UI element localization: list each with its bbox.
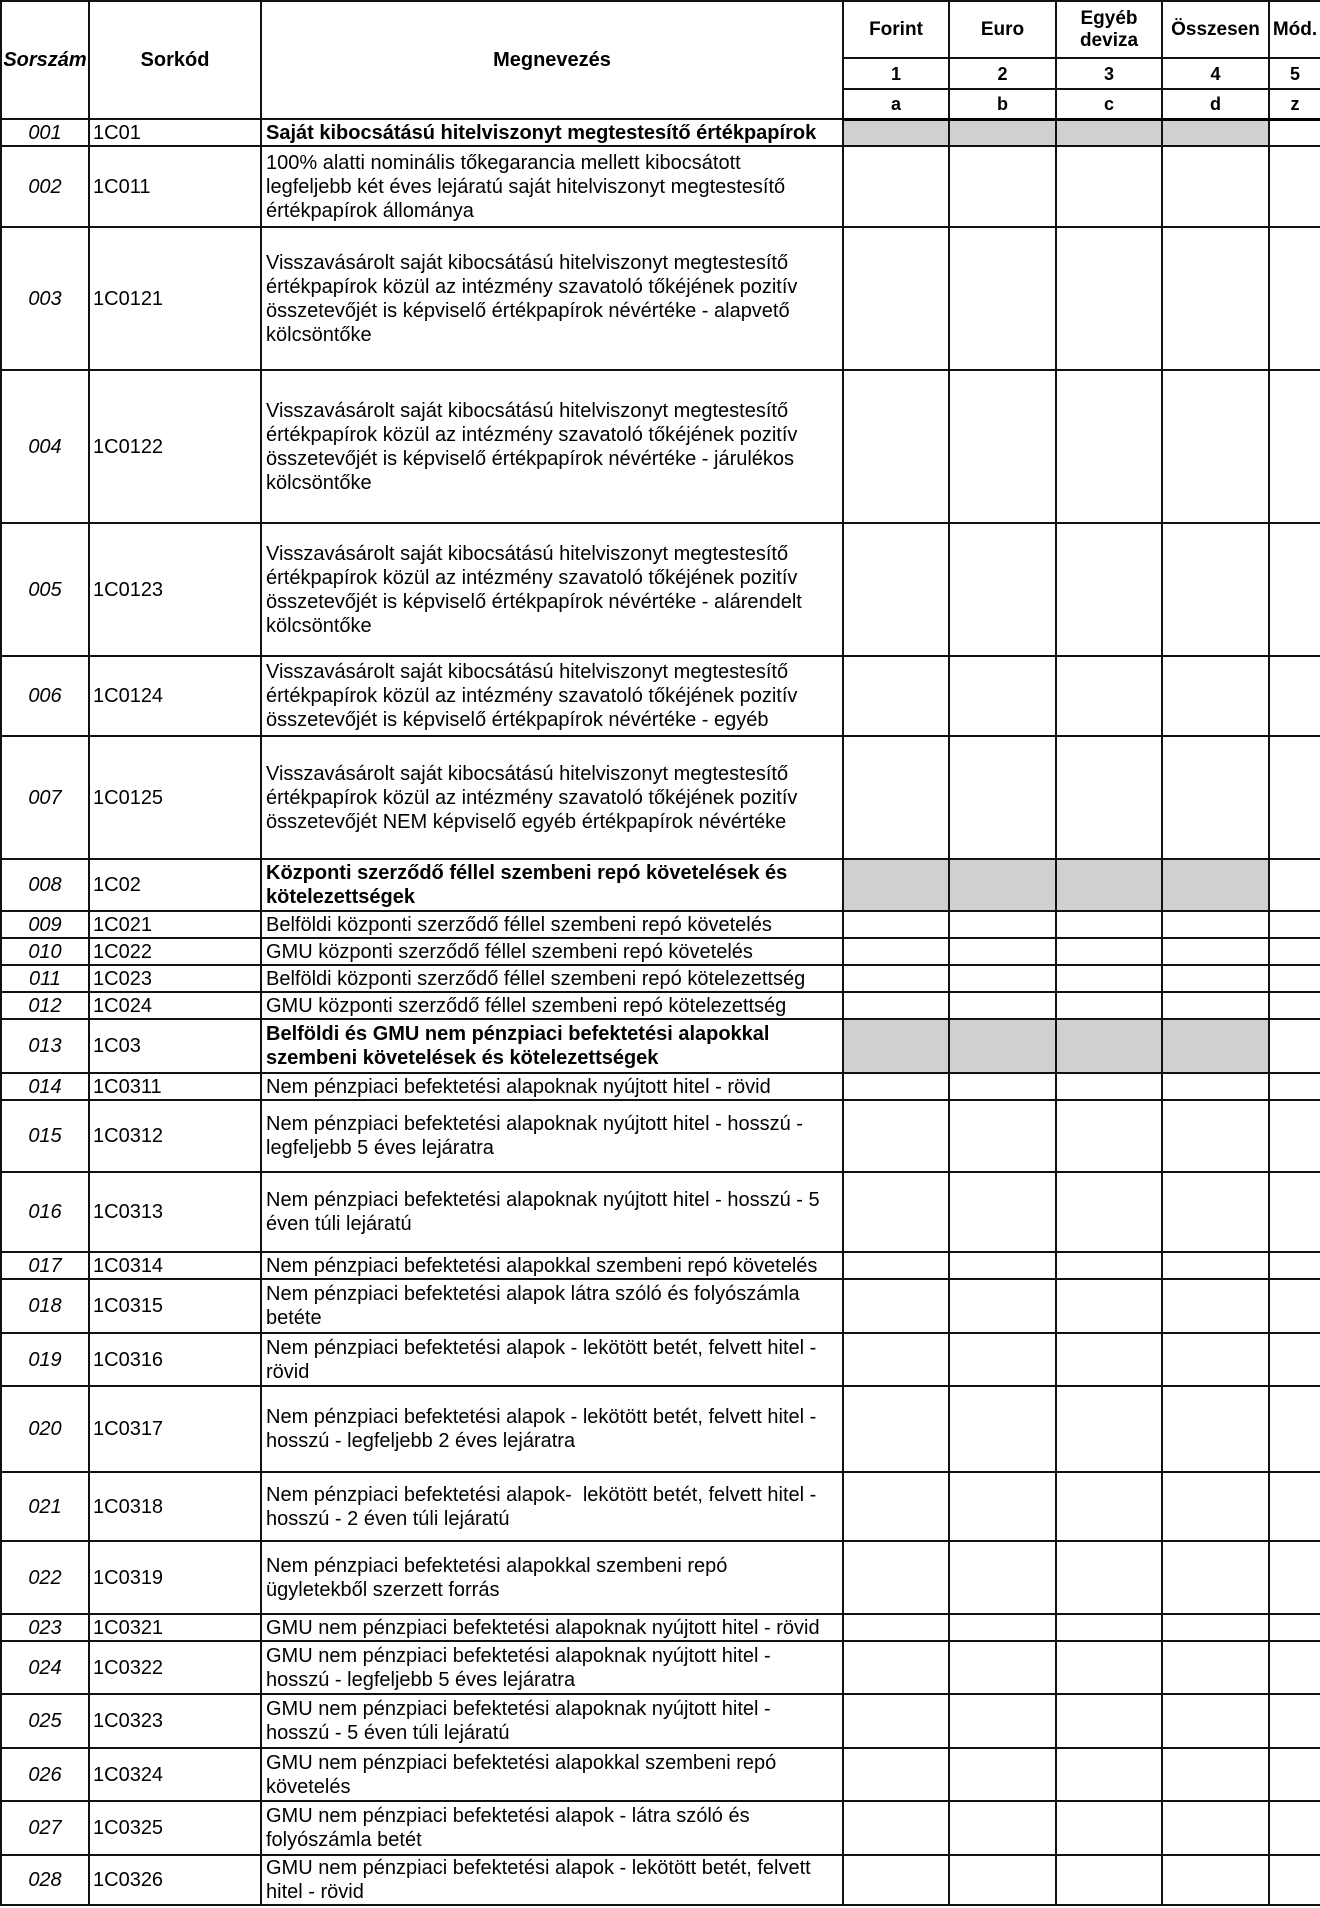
row-code-cell: 1C0121	[89, 227, 261, 370]
row-number-cell: 028	[1, 1855, 89, 1905]
row-description-cell: GMU nem pénzpiaci befektetési alapok - lekötött betét, felvett hitel - rövid	[261, 1855, 843, 1905]
value-cell-osszesen	[1162, 523, 1269, 656]
row-number-cell: 009	[1, 911, 89, 938]
row-code-cell: 1C0322	[89, 1641, 261, 1694]
value-cell-osszesen	[1162, 1333, 1269, 1386]
value-cell-euro	[949, 1100, 1056, 1172]
value-cell-forint	[843, 119, 949, 146]
value-cell-mod	[1269, 1172, 1320, 1252]
header-num-euro: 2	[949, 58, 1056, 89]
row-number-cell: 018	[1, 1279, 89, 1333]
value-cell-egyeb-deviza	[1056, 119, 1162, 146]
value-cell-osszesen	[1162, 1172, 1269, 1252]
value-cell-mod	[1269, 1073, 1320, 1100]
row-code-cell: 1C0323	[89, 1694, 261, 1748]
value-cell-mod	[1269, 656, 1320, 736]
header-letter-forint: a	[843, 89, 949, 119]
table-row	[1, 1252, 1320, 1279]
row-description-cell: 100% alatti nominális tőkegarancia mellett kibocsátott legfeljebb két éves lejáratú saját hitelviszonyt megtestesítő értékpapírok állománya	[261, 146, 843, 227]
row-number-cell: 006	[1, 656, 89, 736]
header-col-egyeb-deviza: Egyéb deviza	[1056, 1, 1162, 58]
value-cell-euro	[949, 1019, 1056, 1073]
value-cell-osszesen	[1162, 119, 1269, 146]
value-cell-egyeb-deviza	[1056, 1748, 1162, 1801]
value-cell-mod	[1269, 146, 1320, 227]
row-code-cell: 1C0315	[89, 1279, 261, 1333]
value-cell-osszesen	[1162, 1801, 1269, 1855]
value-cell-forint	[843, 1541, 949, 1614]
value-cell-mod	[1269, 911, 1320, 938]
table-row	[1, 1748, 1320, 1801]
value-cell-osszesen	[1162, 911, 1269, 938]
header-col-mod: Mód.	[1269, 1, 1320, 58]
value-cell-egyeb-deviza	[1056, 1472, 1162, 1541]
row-code-cell: 1C0313	[89, 1172, 261, 1252]
table-row	[1, 1333, 1320, 1386]
value-cell-euro	[949, 1641, 1056, 1694]
value-cell-egyeb-deviza	[1056, 227, 1162, 370]
value-cell-forint	[843, 1641, 949, 1694]
row-number-cell: 017	[1, 1252, 89, 1279]
row-description-cell: Nem pénzpiaci befektetési alapok- lekötött betét, felvett hitel - hosszú - 2 éven túli lejáratú	[261, 1472, 843, 1541]
row-code-cell: 1C011	[89, 146, 261, 227]
value-cell-euro	[949, 1801, 1056, 1855]
value-cell-osszesen	[1162, 1614, 1269, 1641]
row-description-cell: GMU nem pénzpiaci befektetési alapoknak nyújtott hitel - rövid	[261, 1614, 843, 1641]
row-description-cell: Visszavásárolt saját kibocsátású hitelviszonyt megtestesítő értékpapírok közül az intézmény szavatoló tőkéjének pozitív összetevőjét is képviselő értékpapírok névértéke - alárendelt kölcsöntőke	[261, 523, 843, 656]
header-letter-egyeb-deviza: c	[1056, 89, 1162, 119]
value-cell-forint	[843, 1855, 949, 1905]
row-number-cell: 019	[1, 1333, 89, 1386]
header-col-osszesen: Összesen	[1162, 1, 1269, 58]
value-cell-egyeb-deviza	[1056, 992, 1162, 1019]
table-row	[1, 859, 1320, 911]
row-code-cell: 1C0122	[89, 370, 261, 523]
value-cell-egyeb-deviza	[1056, 1279, 1162, 1333]
table-row	[1, 1614, 1320, 1641]
row-description-cell: GMU nem pénzpiaci befektetési alapoknak nyújtott hitel - hosszú - 5 éven túli lejáratú	[261, 1694, 843, 1748]
table-row	[1, 1801, 1320, 1855]
value-cell-mod	[1269, 1641, 1320, 1694]
value-cell-forint	[843, 992, 949, 1019]
value-cell-osszesen	[1162, 736, 1269, 859]
value-cell-osszesen	[1162, 146, 1269, 227]
value-cell-mod	[1269, 1386, 1320, 1472]
value-cell-euro	[949, 1748, 1056, 1801]
value-cell-egyeb-deviza	[1056, 1073, 1162, 1100]
value-cell-euro	[949, 938, 1056, 965]
row-description-cell: Nem pénzpiaci befektetési alapoknak nyújtott hitel - rövid	[261, 1073, 843, 1100]
row-description-cell: GMU központi szerződő féllel szembeni repó követelés	[261, 938, 843, 965]
value-cell-euro	[949, 1172, 1056, 1252]
row-description-cell: GMU nem pénzpiaci befektetési alapokkal szembeni repó követelés	[261, 1748, 843, 1801]
value-cell-forint	[843, 1172, 949, 1252]
value-cell-forint	[843, 1694, 949, 1748]
value-cell-egyeb-deviza	[1056, 1019, 1162, 1073]
header-row-labels	[1, 1, 1320, 58]
table-row	[1, 119, 1320, 146]
row-description-cell: Saját kibocsátású hitelviszonyt megtestesítő értékpapírok	[261, 119, 843, 146]
value-cell-forint	[843, 911, 949, 938]
value-cell-forint	[843, 1019, 949, 1073]
value-cell-mod	[1269, 1614, 1320, 1641]
value-cell-euro	[949, 992, 1056, 1019]
value-cell-mod	[1269, 1694, 1320, 1748]
value-cell-euro	[949, 911, 1056, 938]
row-description-cell: Belföldi és GMU nem pénzpiaci befektetési alapokkal szembeni követelések és kötelezettségek	[261, 1019, 843, 1073]
value-cell-euro	[949, 1073, 1056, 1100]
value-cell-egyeb-deviza	[1056, 523, 1162, 656]
row-description-cell: Nem pénzpiaci befektetési alapok - lekötött betét, felvett hitel - rövid	[261, 1333, 843, 1386]
row-number-cell: 012	[1, 992, 89, 1019]
value-cell-osszesen	[1162, 1279, 1269, 1333]
value-cell-osszesen	[1162, 1694, 1269, 1748]
row-number-cell: 021	[1, 1472, 89, 1541]
value-cell-osszesen	[1162, 992, 1269, 1019]
table-row	[1, 736, 1320, 859]
value-cell-egyeb-deviza	[1056, 1641, 1162, 1694]
value-cell-egyeb-deviza	[1056, 1252, 1162, 1279]
row-description-cell: Nem pénzpiaci befektetési alapokkal szembeni repó ügyletekből szerzett forrás	[261, 1541, 843, 1614]
value-cell-osszesen	[1162, 656, 1269, 736]
row-description-cell: Belföldi központi szerződő féllel szembeni repó kötelezettség	[261, 965, 843, 992]
value-cell-forint	[843, 736, 949, 859]
value-cell-mod	[1269, 1541, 1320, 1614]
value-cell-mod	[1269, 938, 1320, 965]
value-cell-osszesen	[1162, 1386, 1269, 1472]
value-cell-osszesen	[1162, 1541, 1269, 1614]
value-cell-osszesen	[1162, 1748, 1269, 1801]
value-cell-euro	[949, 859, 1056, 911]
row-code-cell: 1C03	[89, 1019, 261, 1073]
value-cell-forint	[843, 938, 949, 965]
table-row	[1, 146, 1320, 227]
value-cell-mod	[1269, 992, 1320, 1019]
value-cell-euro	[949, 1333, 1056, 1386]
header-letter-mod: z	[1269, 89, 1320, 119]
row-number-cell: 022	[1, 1541, 89, 1614]
header-col-forint: Forint	[843, 1, 949, 58]
table-header	[1, 1, 1320, 119]
row-code-cell: 1C0319	[89, 1541, 261, 1614]
value-cell-osszesen	[1162, 1073, 1269, 1100]
value-cell-mod	[1269, 1100, 1320, 1172]
table-row	[1, 1019, 1320, 1073]
value-cell-osszesen	[1162, 1019, 1269, 1073]
row-code-cell: 1C0324	[89, 1748, 261, 1801]
row-number-cell: 002	[1, 146, 89, 227]
row-description-cell: Nem pénzpiaci befektetési alapok - lekötött betét, felvett hitel - hosszú - legfeljebb 2 éves lejáratra	[261, 1386, 843, 1472]
value-cell-euro	[949, 227, 1056, 370]
value-cell-euro	[949, 1614, 1056, 1641]
value-cell-egyeb-deviza	[1056, 938, 1162, 965]
value-cell-egyeb-deviza	[1056, 1172, 1162, 1252]
row-number-cell: 005	[1, 523, 89, 656]
row-number-cell: 010	[1, 938, 89, 965]
value-cell-egyeb-deviza	[1056, 1100, 1162, 1172]
table-row	[1, 656, 1320, 736]
row-code-cell: 1C0125	[89, 736, 261, 859]
value-cell-mod	[1269, 1855, 1320, 1905]
value-cell-egyeb-deviza	[1056, 1694, 1162, 1748]
row-number-cell: 008	[1, 859, 89, 911]
value-cell-forint	[843, 1472, 949, 1541]
table-row	[1, 1694, 1320, 1748]
value-cell-forint	[843, 370, 949, 523]
header-sorkod: Sorkód	[89, 1, 261, 119]
value-cell-osszesen	[1162, 1855, 1269, 1905]
row-code-cell: 1C0317	[89, 1386, 261, 1472]
row-code-cell: 1C0123	[89, 523, 261, 656]
row-description-cell: Visszavásárolt saját kibocsátású hitelviszonyt megtestesítő értékpapírok közül az intézmény szavatoló tőkéjének pozitív összetevőjét is képviselő értékpapírok névértéke - alapvető kölcsöntőke	[261, 227, 843, 370]
row-description-cell: Nem pénzpiaci befektetési alapoknak nyújtott hitel - hosszú - legfeljebb 5 éves lejáratra	[261, 1100, 843, 1172]
value-cell-egyeb-deviza	[1056, 146, 1162, 227]
value-cell-egyeb-deviza	[1056, 965, 1162, 992]
value-cell-forint	[843, 146, 949, 227]
value-cell-osszesen	[1162, 1100, 1269, 1172]
value-cell-egyeb-deviza	[1056, 736, 1162, 859]
row-number-cell: 025	[1, 1694, 89, 1748]
header-letter-osszesen: d	[1162, 89, 1269, 119]
value-cell-forint	[843, 1386, 949, 1472]
row-number-cell: 015	[1, 1100, 89, 1172]
value-cell-forint	[843, 1100, 949, 1172]
value-cell-mod	[1269, 370, 1320, 523]
value-cell-euro	[949, 965, 1056, 992]
header-col-euro: Euro	[949, 1, 1056, 58]
row-code-cell: 1C0311	[89, 1073, 261, 1100]
value-cell-egyeb-deviza	[1056, 1333, 1162, 1386]
value-cell-forint	[843, 1748, 949, 1801]
value-cell-forint	[843, 1073, 949, 1100]
value-cell-forint	[843, 965, 949, 992]
row-code-cell: 1C021	[89, 911, 261, 938]
header-num-mod: 5	[1269, 58, 1320, 89]
row-number-cell: 001	[1, 119, 89, 146]
value-cell-forint	[843, 1801, 949, 1855]
value-cell-mod	[1269, 119, 1320, 146]
value-cell-euro	[949, 523, 1056, 656]
row-code-cell: 1C0318	[89, 1472, 261, 1541]
row-number-cell: 004	[1, 370, 89, 523]
value-cell-osszesen	[1162, 227, 1269, 370]
value-cell-forint	[843, 1614, 949, 1641]
table-row	[1, 370, 1320, 523]
value-cell-osszesen	[1162, 1252, 1269, 1279]
row-code-cell: 1C022	[89, 938, 261, 965]
row-description-cell: GMU nem pénzpiaci befektetési alapoknak nyújtott hitel - hosszú - legfeljebb 5 éves lejáratra	[261, 1641, 843, 1694]
value-cell-mod	[1269, 1333, 1320, 1386]
row-code-cell: 1C0124	[89, 656, 261, 736]
table-row	[1, 1541, 1320, 1614]
row-code-cell: 1C0316	[89, 1333, 261, 1386]
table-row	[1, 1641, 1320, 1694]
value-cell-osszesen	[1162, 965, 1269, 992]
table-row	[1, 1172, 1320, 1252]
value-cell-mod	[1269, 1801, 1320, 1855]
value-cell-euro	[949, 1541, 1056, 1614]
row-description-cell: Központi szerződő féllel szembeni repó követelések és kötelezettségek	[261, 859, 843, 911]
value-cell-mod	[1269, 736, 1320, 859]
value-cell-osszesen	[1162, 1641, 1269, 1694]
value-cell-forint	[843, 1333, 949, 1386]
value-cell-euro	[949, 119, 1056, 146]
row-code-cell: 1C023	[89, 965, 261, 992]
value-cell-osszesen	[1162, 938, 1269, 965]
row-code-cell: 1C0326	[89, 1855, 261, 1905]
value-cell-forint	[843, 227, 949, 370]
row-number-cell: 023	[1, 1614, 89, 1641]
row-code-cell: 1C01	[89, 119, 261, 146]
value-cell-euro	[949, 1252, 1056, 1279]
row-number-cell: 014	[1, 1073, 89, 1100]
table-row	[1, 1100, 1320, 1172]
value-cell-euro	[949, 370, 1056, 523]
row-number-cell: 007	[1, 736, 89, 859]
row-number-cell: 013	[1, 1019, 89, 1073]
table-body	[1, 119, 1320, 1905]
table-row	[1, 938, 1320, 965]
row-description-cell: GMU központi szerződő féllel szembeni repó kötelezettség	[261, 992, 843, 1019]
value-cell-mod	[1269, 965, 1320, 992]
value-cell-euro	[949, 146, 1056, 227]
row-code-cell: 1C0314	[89, 1252, 261, 1279]
table-row	[1, 1386, 1320, 1472]
row-description-cell: Visszavásárolt saját kibocsátású hitelviszonyt megtestesítő értékpapírok közül az intézmény szavatoló tőkéjének pozitív összetevőjét is képviselő értékpapírok névértéke - egyéb	[261, 656, 843, 736]
value-cell-mod	[1269, 1472, 1320, 1541]
header-num-osszesen: 4	[1162, 58, 1269, 89]
header-num-egyeb-deviza: 3	[1056, 58, 1162, 89]
value-cell-euro	[949, 736, 1056, 859]
value-cell-osszesen	[1162, 1472, 1269, 1541]
value-cell-mod	[1269, 523, 1320, 656]
table-row	[1, 523, 1320, 656]
row-code-cell: 1C0321	[89, 1614, 261, 1641]
value-cell-euro	[949, 1386, 1056, 1472]
row-number-cell: 011	[1, 965, 89, 992]
row-number-cell: 020	[1, 1386, 89, 1472]
value-cell-egyeb-deviza	[1056, 859, 1162, 911]
value-cell-osszesen	[1162, 859, 1269, 911]
row-description-cell: Belföldi központi szerződő féllel szembeni repó követelés	[261, 911, 843, 938]
value-cell-euro	[949, 1694, 1056, 1748]
value-cell-forint	[843, 523, 949, 656]
value-cell-egyeb-deviza	[1056, 1855, 1162, 1905]
value-cell-mod	[1269, 1019, 1320, 1073]
table-row	[1, 911, 1320, 938]
value-cell-egyeb-deviza	[1056, 370, 1162, 523]
row-number-cell: 016	[1, 1172, 89, 1252]
value-cell-euro	[949, 1279, 1056, 1333]
value-cell-mod	[1269, 1748, 1320, 1801]
value-cell-euro	[949, 656, 1056, 736]
row-description-cell: GMU nem pénzpiaci befektetési alapok - látra szóló és folyószámla betét	[261, 1801, 843, 1855]
row-code-cell: 1C0312	[89, 1100, 261, 1172]
row-code-cell: 1C02	[89, 859, 261, 911]
table-row	[1, 1855, 1320, 1905]
table-row	[1, 227, 1320, 370]
table-row	[1, 1279, 1320, 1333]
row-description-cell: Visszavásárolt saját kibocsátású hitelviszonyt megtestesítő értékpapírok közül az intézmény szavatoló tőkéjének pozitív összetevőjét NEM képviselő egyéb értékpapírok névértéke	[261, 736, 843, 859]
row-code-cell: 1C0325	[89, 1801, 261, 1855]
value-cell-egyeb-deviza	[1056, 911, 1162, 938]
row-code-cell: 1C024	[89, 992, 261, 1019]
row-description-cell: Visszavásárolt saját kibocsátású hitelviszonyt megtestesítő értékpapírok közül az intézmény szavatoló tőkéjének pozitív összetevőjét is képviselő értékpapírok névértéke - járulékos kölcsöntőke	[261, 370, 843, 523]
row-number-cell: 003	[1, 227, 89, 370]
value-cell-egyeb-deviza	[1056, 1801, 1162, 1855]
value-cell-egyeb-deviza	[1056, 1614, 1162, 1641]
header-num-forint: 1	[843, 58, 949, 89]
value-cell-mod	[1269, 859, 1320, 911]
value-cell-osszesen	[1162, 370, 1269, 523]
table-row	[1, 1073, 1320, 1100]
value-cell-forint	[843, 656, 949, 736]
value-cell-mod	[1269, 1279, 1320, 1333]
value-cell-euro	[949, 1472, 1056, 1541]
row-description-cell: Nem pénzpiaci befektetési alapokkal szembeni repó követelés	[261, 1252, 843, 1279]
table-row	[1, 992, 1320, 1019]
value-cell-mod	[1269, 1252, 1320, 1279]
table-row	[1, 965, 1320, 992]
header-letter-euro: b	[949, 89, 1056, 119]
value-cell-forint	[843, 859, 949, 911]
value-cell-egyeb-deviza	[1056, 1541, 1162, 1614]
row-number-cell: 024	[1, 1641, 89, 1694]
value-cell-egyeb-deviza	[1056, 1386, 1162, 1472]
table-row	[1, 1472, 1320, 1541]
value-cell-mod	[1269, 227, 1320, 370]
value-cell-euro	[949, 1855, 1056, 1905]
row-description-cell: Nem pénzpiaci befektetési alapoknak nyújtott hitel - hosszú - 5 éven túli lejáratú	[261, 1172, 843, 1252]
row-description-cell: Nem pénzpiaci befektetési alapok látra szóló és folyószámla betéte	[261, 1279, 843, 1333]
value-cell-forint	[843, 1252, 949, 1279]
header-megnevezes: Megnevezés	[261, 1, 843, 119]
row-number-cell: 026	[1, 1748, 89, 1801]
row-number-cell: 027	[1, 1801, 89, 1855]
value-cell-forint	[843, 1279, 949, 1333]
header-sorszam: Sorszám	[1, 1, 89, 119]
value-cell-egyeb-deviza	[1056, 656, 1162, 736]
